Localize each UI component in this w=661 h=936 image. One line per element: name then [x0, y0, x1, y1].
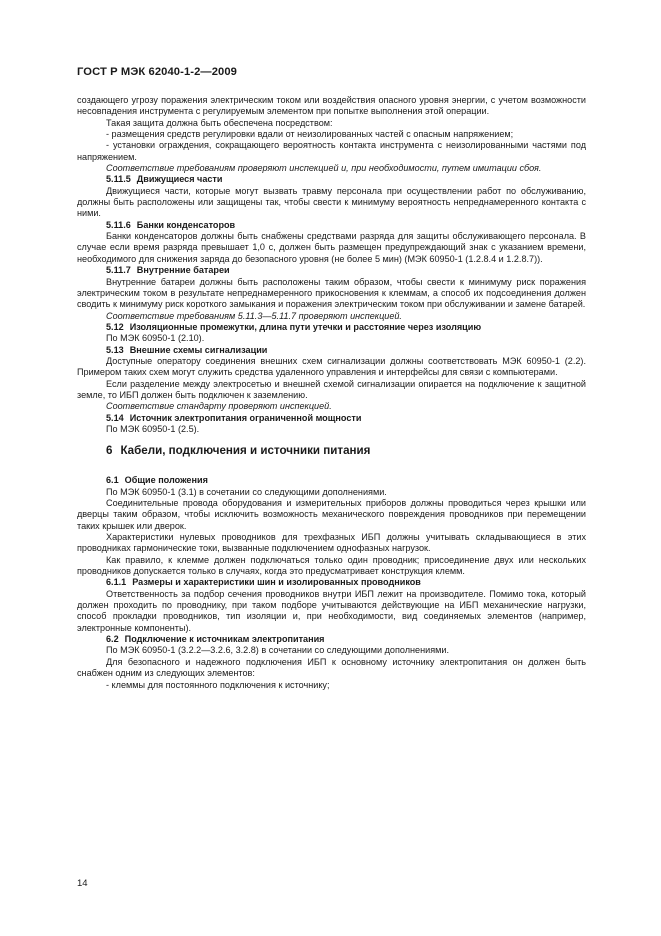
heading-number: 6.1	[106, 475, 119, 486]
heading-number: 5.11.5	[106, 174, 131, 185]
paragraph: Соединительные провода оборудования и измерительных приборов должны проводиться через крышки или дверцы таким образом, чтобы исключить возможность механического повреждения проводников при перемещении таких крышек или дверок.	[77, 498, 586, 531]
heading-title: Кабели, подключения и источники питания	[120, 444, 371, 458]
paragraph: Ответственность за подбор сечения проводников внутри ИБП лежит на производителе. Помимо тока, который должен проходить по проводнику, при таком подборе учитываются действующие на ИБП механические нагрузки, способ прокладки проводников, тип изоляции и, при необходимости, вид соединяемых элементов (например, электронные компоненты).	[77, 588, 586, 633]
heading-number: 6.1.1	[106, 577, 127, 588]
heading-number: 5.11.6	[106, 219, 131, 230]
heading-number: 5.11.7	[106, 265, 131, 276]
subsection-heading	[77, 475, 586, 486]
paragraph: По МЭК 60950-1 (3.1) в сочетании со следующими дополнениями.	[106, 486, 387, 497]
heading-title: Внешние схемы сигнализации	[129, 344, 268, 355]
paragraph: Как правило, к клемме должен подключаться только один проводник; присоединение двух или нескольких проводников допускается только в случаях, когда это предусматривает конструкция клемм.	[77, 554, 586, 577]
subsection-heading	[77, 634, 586, 645]
paragraph: Банки конденсаторов должны быть снабжены средствами разряда для защиты обслуживающего персонала. В случае если время разряда превышает 1,0 с, должен быть размещен предупреждающий знак с указанием времени, необходимого для снижения заряда до безопасного уровня (не более 5 мин) (МЭК 60950-1 (1.2.8.4 и 1.2.8.7)).	[77, 231, 586, 264]
compliance-note: Соответствие стандарту проверяют инспекцией.	[106, 401, 332, 412]
heading-number: 5.14	[106, 412, 124, 423]
subsection-heading	[77, 265, 586, 276]
paragraph: Такая защита должна быть обеспечена посредством:	[106, 117, 333, 128]
subsection-heading	[77, 174, 586, 185]
subsection-heading	[77, 345, 586, 356]
heading-title: Размеры и характеристики шин и изолированных проводников	[132, 577, 421, 588]
heading-number: 6	[106, 444, 113, 458]
compliance-note: Соответствие требованиям проверяют инспекцией и, при необходимости, путем имитации сбоя.	[106, 163, 542, 174]
paragraph: Движущиеся части, которые могут вызвать травму персонала при осуществлении работ по обслуживанию, должны быть расположены или защищены так, чтобы свести к минимуму вероятность непреднамеренного контакта с ними.	[77, 185, 586, 219]
subsection-heading	[77, 322, 586, 333]
paragraph: создающего угрозу поражения электрическим током или воздействия опасного уровня энергии, с учетом возможности несовпадения инструмента с регулируемым элементом при попытке выполнения этой операции.	[77, 95, 586, 117]
heading-title: Источник электропитания ограниченной мощности	[129, 412, 362, 423]
heading-number: 5.13	[106, 344, 124, 355]
paragraph: - установки ограждения, сокращающего вероятность контакта инструмента с неизолированными частями под напряжением.	[77, 140, 586, 162]
heading-number: 6.2	[106, 634, 119, 645]
heading-title: Банки конденсаторов	[136, 219, 236, 230]
compliance-note: Соответствие требованиям 5.11.3—5.11.7 проверяют инспекцией.	[106, 310, 402, 321]
heading-number: 5.12	[106, 321, 124, 332]
document-body	[77, 95, 586, 691]
paragraph: - клеммы для постоянного подключения к источнику;	[106, 679, 330, 690]
paragraph: Если разделение между электросетью и внешней схемой сигнализации опирается на подключение к защитной земле, то ИБП должен быть подключен к заземлению.	[77, 378, 586, 400]
paragraph: По МЭК 60950-1 (2.5).	[106, 423, 200, 434]
paragraph: Для безопасного и надежного подключения ИБП к основному источнику электропитания он должен быть снабжен одним из следующих элементов:	[77, 656, 586, 679]
heading-title: Движущиеся части	[136, 174, 223, 185]
paragraph: Внутренние батареи должны быть расположены таким образом, чтобы свести к минимуму риск поражения электрическим током в результате непреднамеренного прикосновения к клеммам, а способ их подсоединения должен сводить к минимуму риск короткого замыкания и поражения электрическим током при обслуживании и замене батарей.	[77, 276, 586, 310]
section-heading	[77, 444, 586, 458]
paragraph: Доступные оператору соединения внешних схем сигнализации должны соответствовать МЭК 60950-1 (2.2). Примером таких схем могут служить средства удаленного управления и интерфейсы для связи с компьютерами.	[77, 355, 586, 378]
paragraph: По МЭК 60950-1 (2.10).	[106, 333, 205, 344]
subsection-heading	[77, 413, 586, 424]
paragraph: - размещения средств регулировки вдали от неизолированных частей с опасным напряжением;	[106, 129, 514, 140]
heading-title: Изоляционные промежутки, длина пути утечки и расстояние через изоляцию	[129, 321, 482, 332]
subsection-heading	[77, 220, 586, 231]
heading-title: Общие положения	[124, 475, 208, 486]
standard-header: ГОСТ Р МЭК 62040-1-2—2009	[77, 66, 238, 78]
subsection-heading	[77, 577, 586, 588]
page-number: 14	[77, 878, 88, 889]
heading-title: Внутренние батареи	[136, 265, 230, 276]
heading-title: Подключение к источникам электропитания	[124, 634, 325, 645]
paragraph: По МЭК 60950-1 (3.2.2—3.2.6, 3.2.8) в сочетании со следующими дополнениями.	[106, 645, 449, 656]
paragraph: Характеристики нулевых проводников для трехфазных ИБП должны учитывать складывающиеся в этих проводниках гармонические токи, вызванные подключением однофазных нагрузок.	[77, 532, 586, 554]
